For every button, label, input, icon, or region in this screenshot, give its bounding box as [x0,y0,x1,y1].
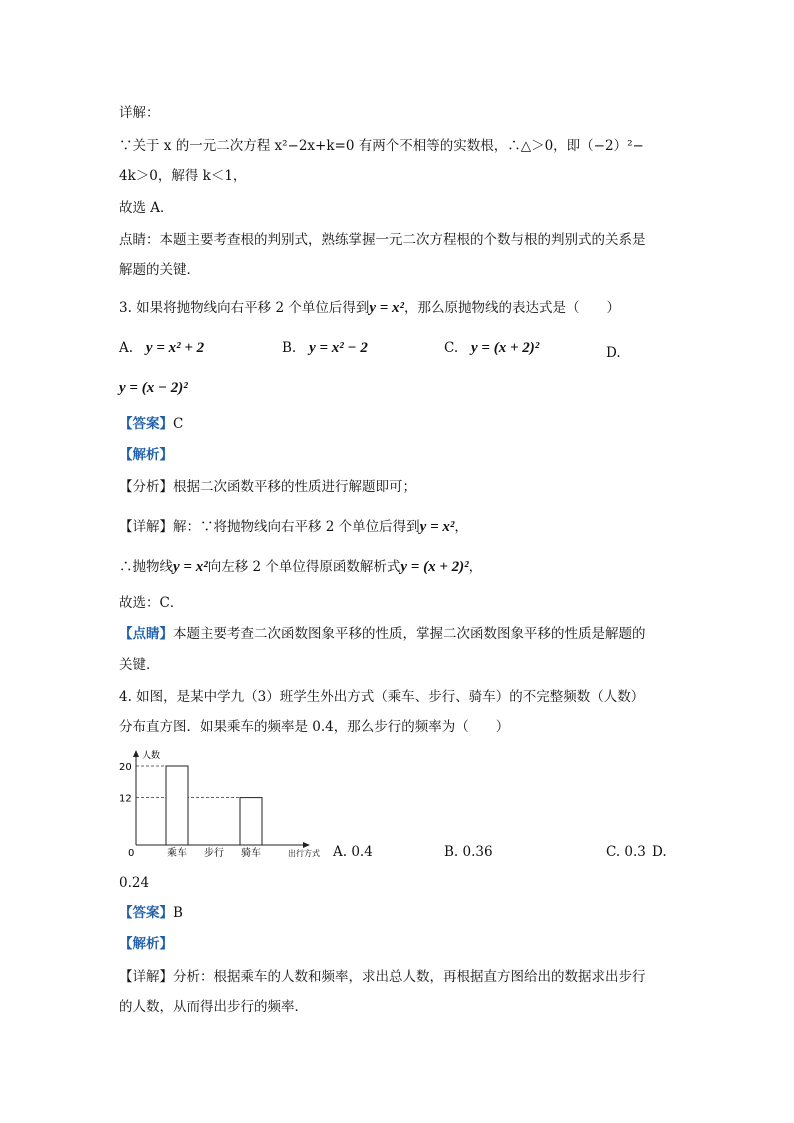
solution-line-1: ∵关于 x 的一元二次方程 x²−2x+k=0 有两个不相等的实数根，∴△＞0，即（−2）²− [119,138,644,154]
y-tick-label: 12 [119,793,132,805]
q3-therefore [119,558,482,576]
q4-stem-1: 4. 如图，是某中学九（3）班学生外出方式（乘车、步行、骑车）的不完整频数（人数） [119,689,645,705]
q3-therefore-math1: y = x² [173,559,208,575]
q3-answer [119,415,183,433]
q3-detail-end: ， [454,519,468,535]
q3-fenxi [119,478,416,496]
q3-stem-text-b: ，那么原抛物线的表达式是（ ） [404,300,621,316]
comment-line-2: 解题的关键． [119,262,200,278]
q3-choose: 故选：C． [119,595,184,611]
category-label: 乘车 [167,848,187,858]
q3-option-b-math: y = x² − 2 [309,340,368,356]
q3-detail-math: y = x² [419,519,455,535]
q4-analysis-tag-text: 【解析】 [119,936,173,952]
q3-option-d-value: y = (x − 2)² [119,380,188,396]
q4-detail-tag: 【详解】 [119,969,173,985]
q3-therefore-b: 向左移 2 个单位得原函数解析式 [207,559,401,575]
bar-乘车 [166,766,188,845]
q3-comment-text: 本题主要考查二次函数图象平移的性质，掌握二次函数图象平移的性质是解题的 [173,626,646,642]
q3-analysis-tag [119,446,173,464]
q3-therefore-a: ∴抛物线 [119,559,173,575]
q4-detail-2: 的人数，从而得出步行的频率． [119,999,308,1015]
q3-option-c [444,339,539,357]
bar-骑车 [240,798,262,845]
q3-stem [119,299,620,317]
q3-option-c-label: C. [444,340,459,356]
q4-option-a: A. 0.4 [333,844,373,860]
q3-analysis-tag-text: 【解析】 [119,447,173,463]
q4-analysis-tag [119,935,173,953]
solution-line-2: 4k＞0，解得 k＜1， [119,168,247,184]
q3-option-c-math: y = (x + 2)² [471,340,540,356]
q3-comment-tag: 【点睛】 [119,626,173,642]
q3-option-a-math: y = x² + 2 [145,340,205,356]
q3-option-b-label: B. [282,340,297,356]
q3-detail [119,518,468,536]
category-label: 步行 [204,848,224,858]
q4-stem-2: 分布直方图．如果乘车的频率是 0.4，那么步行的频率为（ ） [119,719,510,735]
y-tick-label: 20 [119,762,132,773]
solution-choice: 故选 A． [119,200,174,216]
q4-option-c: C. 0.3 [606,844,646,860]
q3-comment-2: 关键． [119,657,160,673]
q3-stem-text-a: 3. 如果将抛物线向右平移 2 个单位后得到 [119,300,370,316]
q3-option-a-label: A. [119,340,134,356]
q4-option-d-value: 0.24 [119,875,150,891]
q4-answer-value: B [173,905,183,921]
category-label: 骑车 [241,848,261,858]
q3-fenxi-tag: 【分析】 [119,479,173,495]
histogram-chart [118,748,333,858]
q4-option-d-label: D. [652,844,667,860]
q3-comment [119,625,646,643]
y-axis-label: 人数 [142,751,161,761]
y-axis-arrow [133,750,139,757]
comment-line-1: 点睛：本题主要考查根的判别式，熟练掌握一元二次方程根的个数与根的判别式的关系是 [119,232,646,248]
q3-detail-text: 解：∵将抛物线向右平移 2 个单位后得到 [173,519,420,535]
q3-option-b [282,339,368,357]
x-axis-label: 出行方式 [288,849,320,858]
q3-therefore-math2: y = (x + 2)² [400,559,469,575]
q4-answer [119,904,183,922]
q4-option-b: B. 0.36 [444,844,493,860]
solution-label: 详解： [119,105,160,121]
q3-stem-math: y = x² [369,300,405,316]
origin-label: 0 [128,848,135,858]
q3-fenxi-text: 根据二次函数平移的性质进行解题即可； [173,479,416,495]
q4-detail-text: 分析：根据乘车的人数和频率，求出总人数，再根据直方图给出的数据求出步行 [173,969,646,985]
q4-answer-tag: 【答案】 [119,905,173,921]
x-axis-arrow [303,842,310,848]
q3-detail-tag: 【详解】 [119,519,173,535]
q3-therefore-c: ， [468,559,483,575]
q3-option-d-math [119,379,188,397]
q3-answer-tag: 【答案】 [119,416,173,432]
q4-detail [119,968,646,986]
q3-answer-value: C [173,416,184,432]
q3-option-d-label: D. [606,345,621,361]
q3-option-a [119,339,204,357]
